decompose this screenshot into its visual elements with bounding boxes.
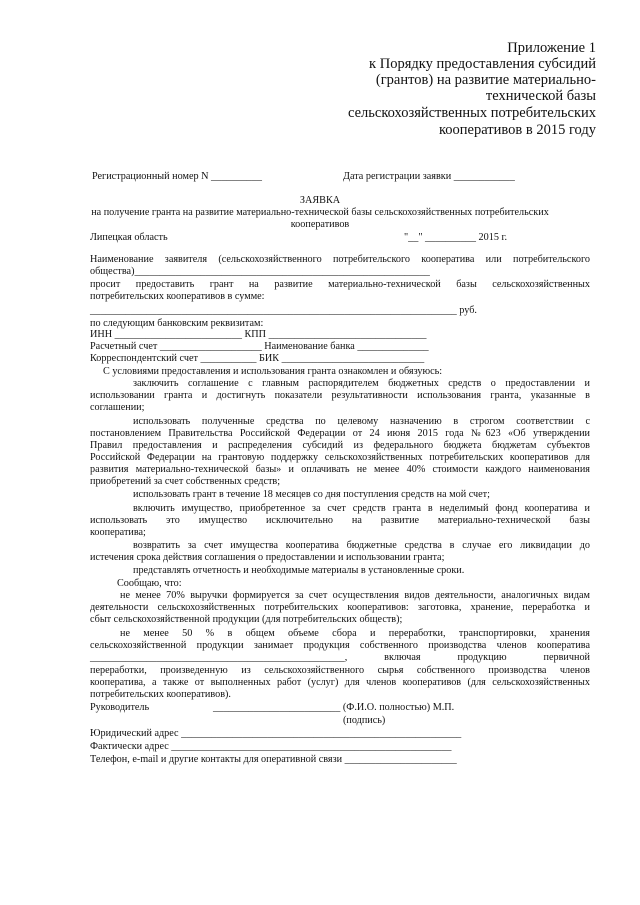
obligation-2-line-1: использовать полученные средства по целевому назначению в строгом соответствии с: [133, 416, 590, 427]
inform-2-line-2: сельскохозяйственной продукции занимает продукция собственного производства членов кооператива: [90, 640, 590, 651]
obligation-2-line-4: Российской Федерации на грантовую поддержку сельскохозяйственных потребительских кооперативов для: [90, 452, 590, 463]
inform-1-line-3: сбыт сельскохозяйственной продукции (для потребительских обществ);: [90, 614, 403, 625]
application-date: "__" __________ 2015 г.: [404, 232, 508, 243]
header-line-6: кооперативов в 2015 году: [438, 122, 596, 138]
conditions-intro: С условиями предоставления и использования гранта ознакомлен и обязуюсь:: [103, 366, 443, 377]
inform-intro: Сообщаю, что:: [117, 578, 182, 589]
obligation-4-line-1: включить имущество, приобретенное за счет средств гранта в неделимый фонд кооператива и: [133, 503, 590, 514]
legal-address: Юридический адрес _______________________________________________________: [90, 728, 462, 739]
applicant-line-2: общества)__________________________________________________________: [90, 266, 430, 277]
obligation-5-line-2: истечения срока действия соглашения о предоставлении и использовании гранта;: [90, 552, 445, 563]
obligation-5-line-1: возвратить за счет имущества кооператива бюджетные средства в случае его ликвидации до: [133, 540, 590, 551]
header-line-2: к Порядку предоставления субсидий: [369, 56, 596, 72]
obligation-2-line-5: развития материально-технической базы» и оплачивать не менее 40% стоимости каждого наименования: [90, 464, 590, 475]
inform-1-line-2: деятельности сельскохозяйственных потребительских кооперативов: заготовка, хранение, переработка и: [90, 602, 590, 613]
header-line-3: (грантов) на развитие материально-: [375, 72, 596, 88]
header-line-5: сельскохозяйственных потребительских: [347, 105, 596, 121]
inn-kpp-field: ИНН _________________________ КПП _______________________________: [90, 329, 427, 340]
inform-2-line-1: не менее 50 % в общем объеме сбора и переработки, транспортировки, хранения: [120, 628, 590, 639]
document-subtitle-1: на получение гранта на развитие материально-технической базы сельскохозяйственных потребительских: [91, 207, 549, 218]
registration-number: Регистрационный номер N __________: [92, 171, 262, 182]
obligation-1-line-2: использовании гранта и достигнуть показатели результативности использования гранта, указанные в: [90, 390, 590, 401]
inform-1-line-1: не менее 70% выручки формируется за счет осуществления видов деятельности, аналогичных видам: [120, 590, 590, 601]
registration-date: Дата регистрации заявки ____________: [343, 171, 515, 182]
obligation-4-line-2: использовать это имущество исключительно на развитие материально-технической базы: [90, 515, 590, 526]
document-title: ЗАЯВКА: [299, 195, 341, 206]
obligation-6: представлять отчетность и необходимые материалы в установленные сроки.: [133, 565, 465, 576]
inform-2-line-3: __________________________________________________, включая продукцию первичной: [90, 652, 590, 663]
signature-caption: (подпись): [343, 715, 386, 726]
region: Липецкая область: [90, 232, 168, 243]
corr-bik-field: Корреспондентский счет ___________ БИК ____________________________: [90, 353, 425, 364]
inform-2-line-5: кооператива, а также от выполненных работ (услуг) для членов кооперативов (для сельскохозяйственных: [90, 677, 590, 688]
obligation-1-line-3: соглашении;: [90, 402, 145, 413]
request-line-1: просит предоставить грант на развитие материально-технической базы сельскохозяйственных: [90, 279, 590, 290]
obligation-4-line-3: кооператива;: [90, 527, 146, 538]
obligation-2-line-6: приобретений за счет собственных средств;: [90, 476, 281, 487]
inform-2-line-6: потребительских кооперативов).: [90, 689, 231, 700]
head-label: Руководитель: [90, 702, 150, 713]
inform-2-line-4: переработки, произведенную из сельскохозяйственного сырья собственного производства членов: [90, 665, 590, 676]
account-field: Расчетный счет ____________________ Наименование банка ______________: [90, 341, 429, 352]
contacts-line: Телефон, e-mail и другие контакты для оперативной связи ______________________: [90, 754, 457, 765]
signature-line: _________________________ (Ф.И.О. полностью) М.П.: [213, 702, 455, 713]
amount-field: ________________________________________________________________________ руб.: [90, 305, 477, 316]
header-line-1: Приложение 1: [507, 40, 596, 56]
document-subtitle-2: кооперативов: [290, 219, 350, 230]
request-line-2: потребительских кооперативов в сумме:: [90, 291, 265, 302]
applicant-line-1: Наименование заявителя (сельскохозяйственного потребительского кооператива или потребительского: [90, 254, 590, 265]
obligation-2-line-3: Правил предоставления и распределения субсидий из федерального бюджета бюджетам субъектов: [90, 440, 590, 451]
obligation-2-line-2: постановлением Правительства Российской Федерации от 24 июня 2015 года №623 «Об утверждении: [90, 428, 590, 439]
actual-address: Фактически адрес _______________________________________________________: [90, 741, 452, 752]
header-line-4: технической базы: [485, 88, 596, 104]
bank-intro: по следующим банковским реквизитам:: [90, 318, 264, 329]
obligation-1-line-1: заключить соглашение с главным распорядителем бюджетных средств о предоставлении и: [133, 378, 590, 389]
obligation-3: использовать грант в течение 18 месяцев со дня поступления средств на мой счет;: [133, 489, 490, 500]
